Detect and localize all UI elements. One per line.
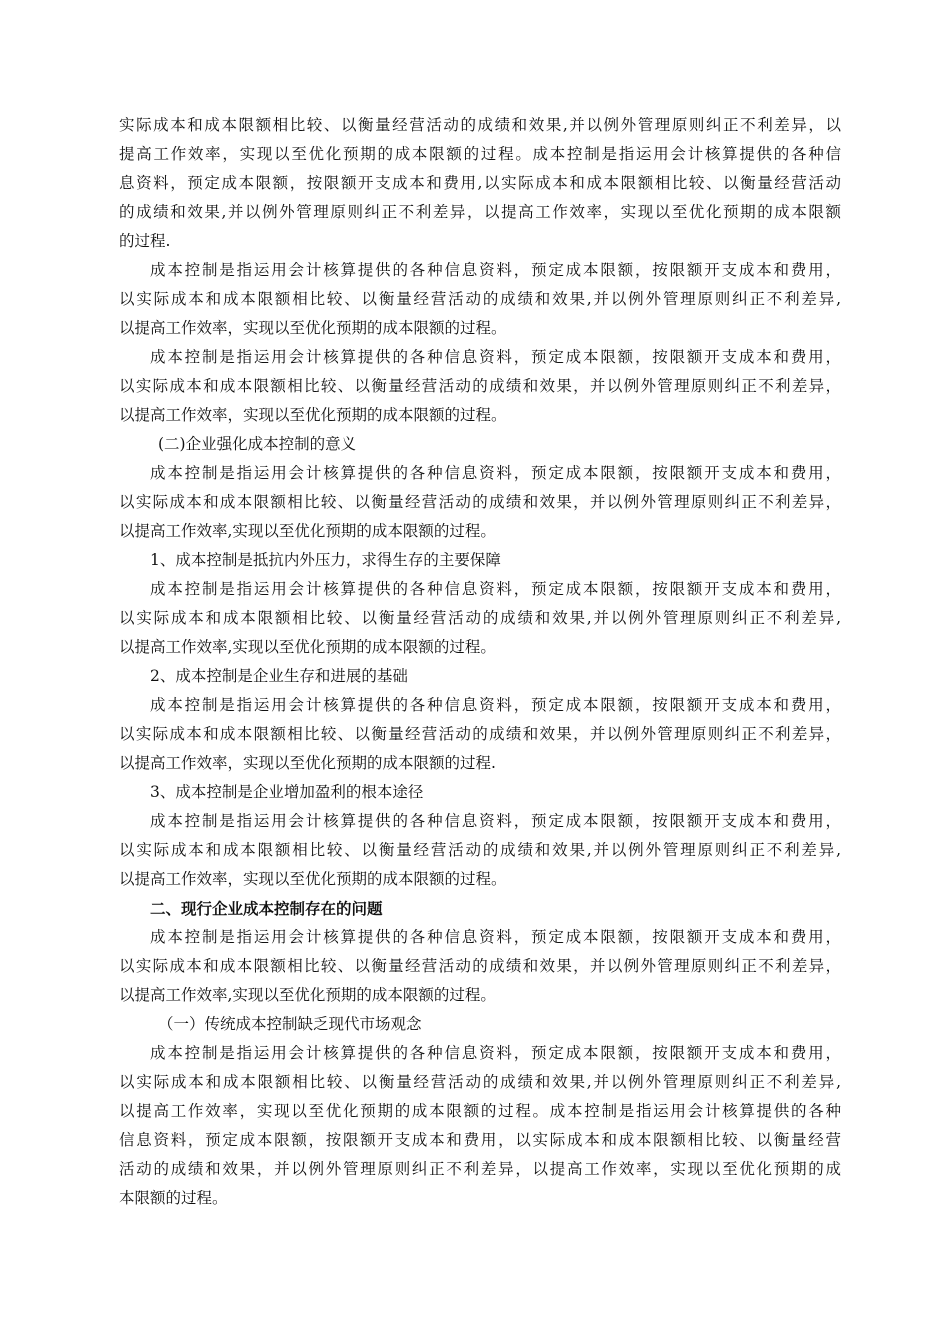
paragraph-line: 信息资料，预定成本限额，按限额开支成本和费用，以实际成本和成本限额相比较、以衡量经营 bbox=[119, 1131, 841, 1149]
body-paragraph bbox=[119, 691, 841, 778]
body-paragraph bbox=[119, 807, 841, 894]
body-paragraph bbox=[119, 343, 841, 430]
paragraph-line: 成本控制是指运用会计核算提供的各种信息资料，预定成本限额，按限额开支成本和费用， bbox=[150, 464, 841, 482]
heading-text: 1、成本控制是抵抗内外压力，求得生存的主要保障 bbox=[150, 551, 501, 569]
section-heading bbox=[119, 662, 841, 691]
paragraph-line: 成本控制是指运用会计核算提供的各种信息资料，预定成本限额，按限额开支成本和费用， bbox=[150, 580, 841, 598]
heading-text: 2、成本控制是企业生存和进展的基础 bbox=[150, 667, 408, 685]
paragraph-line: 以提高工作效率,实现以至优化预期的成本限额的过程。 bbox=[119, 638, 496, 656]
paragraph-line: 成本控制是指运用会计核算提供的各种信息资料，预定成本限额，按限额开支成本和费用， bbox=[150, 261, 841, 279]
paragraph-line: 的成绩和效果,并以例外管理原则纠正不利差异，以提高工作效率，实现以至优化预期的成本限额 bbox=[119, 203, 841, 221]
paragraph-line: 成本控制是指运用会计核算提供的各种信息资料，预定成本限额，按限额开支成本和费用， bbox=[150, 812, 841, 830]
paragraph-line: 提高工作效率，实现以至优化预期的成本限额的过程。成本控制是指运用会计核算提供的各种信 bbox=[119, 145, 841, 163]
heading-text: （一）传统成本控制缺乏现代市场观念 bbox=[158, 1015, 422, 1033]
paragraph-line: 以实际成本和成本限额相比较、以衡量经营活动的成绩和效果，并以例外管理原则纠正不利差异， bbox=[119, 493, 841, 511]
section-heading bbox=[119, 778, 841, 807]
heading-text: (二)企业强化成本控制的意义 bbox=[158, 435, 357, 453]
section-heading bbox=[119, 1010, 841, 1039]
body-paragraph bbox=[119, 923, 841, 1010]
document-page bbox=[119, 111, 841, 1213]
paragraph-line: 以实际成本和成本限额相比较、以衡量经营活动的成绩和效果,并以例外管理原则纠正不利差异, bbox=[119, 290, 841, 308]
paragraph-line: 以实际成本和成本限额相比较、以衡量经营活动的成绩和效果,并以例外管理原则纠正不利差异, bbox=[119, 841, 841, 859]
paragraph-line: 以实际成本和成本限额相比较、以衡量经营活动的成绩和效果,并以例外管理原则纠正不利差异, bbox=[119, 1073, 841, 1091]
paragraph-line: 活动的成绩和效果，并以例外管理原则纠正不利差异，以提高工作效率，实现以至优化预期的成 bbox=[119, 1160, 841, 1178]
paragraph-line: 息资料，预定成本限额，按限额开支成本和费用,以实际成本和成本限额相比较、以衡量经营活动 bbox=[119, 174, 841, 192]
heading-text: 二、现行企业成本控制存在的问题 bbox=[150, 899, 383, 918]
paragraph-line: 以提高工作效率,实现以至优化预期的成本限额的过程。 bbox=[119, 986, 496, 1004]
section-heading bbox=[119, 546, 841, 575]
section-heading bbox=[119, 894, 841, 923]
body-paragraph bbox=[119, 256, 841, 343]
paragraph-line: 以提高工作效率，实现以至优化预期的成本限额的过程。成本控制是指运用会计核算提供的各种 bbox=[119, 1102, 841, 1120]
section-heading bbox=[119, 430, 841, 459]
paragraph-line: 以提高工作效率，实现以至优化预期的成本限额的过程. bbox=[119, 754, 496, 772]
paragraph-line: 的过程. bbox=[119, 232, 171, 250]
body-paragraph bbox=[119, 1039, 841, 1213]
heading-text: 3、成本控制是企业增加盈利的根本途径 bbox=[150, 783, 424, 801]
body-paragraph bbox=[119, 459, 841, 546]
paragraph-line: 成本控制是指运用会计核算提供的各种信息资料，预定成本限额，按限额开支成本和费用， bbox=[150, 348, 841, 366]
paragraph-line: 以实际成本和成本限额相比较、以衡量经营活动的成绩和效果，并以例外管理原则纠正不利差异， bbox=[119, 377, 841, 395]
body-paragraph bbox=[119, 575, 841, 662]
paragraph-line: 以实际成本和成本限额相比较、以衡量经营活动的成绩和效果，并以例外管理原则纠正不利差异， bbox=[119, 957, 841, 975]
paragraph-line: 本限额的过程。 bbox=[119, 1189, 228, 1207]
paragraph-line: 以提高工作效率，实现以至优化预期的成本限额的过程。 bbox=[119, 406, 507, 424]
paragraph-line: 成本控制是指运用会计核算提供的各种信息资料，预定成本限额，按限额开支成本和费用， bbox=[150, 928, 841, 946]
paragraph-line: 成本控制是指运用会计核算提供的各种信息资料，预定成本限额，按限额开支成本和费用， bbox=[150, 1044, 841, 1062]
paragraph-line: 成本控制是指运用会计核算提供的各种信息资料，预定成本限额，按限额开支成本和费用， bbox=[150, 696, 841, 714]
body-paragraph bbox=[119, 111, 841, 256]
paragraph-line: 以提高工作效率，实现以至优化预期的成本限额的过程。 bbox=[119, 319, 507, 337]
paragraph-line: 以提高工作效率，实现以至优化预期的成本限额的过程。 bbox=[119, 870, 507, 888]
paragraph-line: 实际成本和成本限额相比较、以衡量经营活动的成绩和效果,并以例外管理原则纠正不利差异，以 bbox=[119, 116, 841, 134]
paragraph-line: 以实际成本和成本限额相比较、以衡量经营活动的成绩和效果，并以例外管理原则纠正不利差异， bbox=[119, 725, 841, 743]
paragraph-line: 以实际成本和成本限额相比较、以衡量经营活动的成绩和效果,并以例外管理原则纠正不利差异, bbox=[119, 609, 841, 627]
paragraph-line: 以提高工作效率,实现以至优化预期的成本限额的过程。 bbox=[119, 522, 496, 540]
